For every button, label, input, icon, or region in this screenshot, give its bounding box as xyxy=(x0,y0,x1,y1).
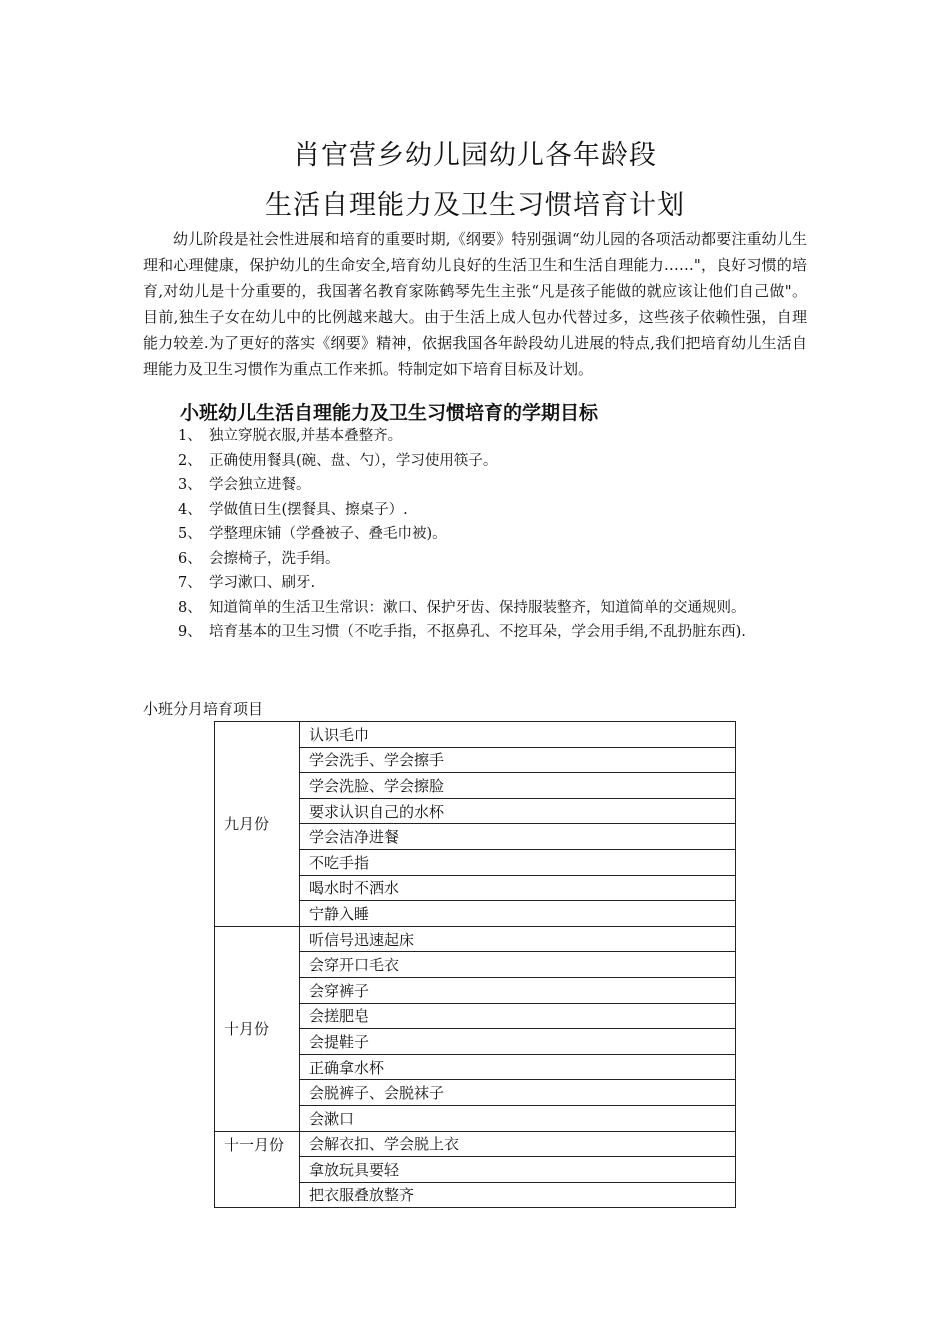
intro-paragraph: 幼儿阶段是社会性进展和培育的重要时期,《纲要》特别强调“幼儿园的各项活动都要注重幼儿生理和心理健康，保护幼儿的生命安全,培育幼儿良好的生活卫生和生活自理能力……"，良好习惯的培育,对幼儿是十分重要的，我国著名教育家陈鹤琴先生主张“凡是孩子能做的就应该让他们自己做"。目前,独生子女在幼儿中的比例越来越大。由于生活上成人包办代替过多，这些孩子依赖性强，自理能力较差.为了更好的落实《纲要》精神，依据我国各年龄段幼儿进展的特点,我们把培育幼儿生活自理能力及卫生习惯作为重点工作来抓。特制定如下培育目标及计划。 xyxy=(143,230,807,378)
semester-goals-list xyxy=(178,424,808,645)
goal-number: 3、 xyxy=(178,477,202,493)
monthly-plan-table xyxy=(214,721,736,1208)
item-cell: 拿放玩具要轻 xyxy=(300,1157,736,1183)
month-cell: 十一月份 xyxy=(215,1131,300,1208)
goal-text: 知道简单的生活卫生常识：漱口、保护牙齿、保持服装整齐，知道简单的交通规则。 xyxy=(209,599,746,616)
goal-item xyxy=(178,571,808,596)
goal-number: 5、 xyxy=(178,526,202,542)
goal-text: 学习漱口、刷牙. xyxy=(209,575,316,591)
goal-item xyxy=(178,596,808,621)
item-cell: 要求认识自己的水杯 xyxy=(300,798,736,824)
document-title-line-2: 生活自理能力及卫生习惯培育计划 xyxy=(265,190,685,221)
goal-number: 1、 xyxy=(178,428,202,444)
goal-text: 学做值日生(摆餐具、擦桌子）. xyxy=(209,501,408,518)
month-cell: 九月份 xyxy=(215,722,300,927)
goal-item xyxy=(178,522,808,547)
goal-text: 独立穿脱衣服,并基本叠整齐。 xyxy=(209,428,403,444)
document-title-line-1: 肖官营乡幼儿园幼儿各年龄段 xyxy=(293,140,657,171)
item-cell: 会解衣扣、学会脱上衣 xyxy=(300,1131,736,1157)
goal-item xyxy=(178,449,808,474)
item-cell: 把衣服叠放整齐 xyxy=(300,1182,736,1208)
item-cell: 喝水时不洒水 xyxy=(300,875,736,901)
item-cell: 学会洗手、学会擦手 xyxy=(300,747,736,773)
goal-text: 培育基本的卫生习惯（不吃手指，不抠鼻孔、不挖耳朵，学会用手绢,不乱扔脏东西). xyxy=(209,624,746,640)
goal-number: 4、 xyxy=(178,501,202,518)
item-cell: 会漱口 xyxy=(300,1105,736,1131)
goal-item xyxy=(178,620,808,645)
goal-item xyxy=(178,547,808,572)
table-row xyxy=(215,722,736,748)
item-cell: 听信号迅速起床 xyxy=(300,926,736,952)
item-cell: 会穿开口毛衣 xyxy=(300,952,736,978)
goal-item xyxy=(178,473,808,498)
semester-goals-heading: 小班幼儿生活自理能力及卫生习惯培育的学期目标 xyxy=(180,402,599,424)
goal-number: 9、 xyxy=(178,624,202,640)
table-caption: 小班分月培育项目 xyxy=(143,700,264,718)
goal-number: 6、 xyxy=(178,550,202,567)
item-cell: 会脱裤子、会脱袜子 xyxy=(300,1080,736,1106)
item-cell: 会穿裤子 xyxy=(300,977,736,1003)
goal-item xyxy=(178,498,808,523)
item-cell: 正确拿水杯 xyxy=(300,1054,736,1080)
goal-item xyxy=(178,424,808,449)
table-row xyxy=(215,1131,736,1157)
item-cell: 不吃手指 xyxy=(300,849,736,875)
month-cell: 十月份 xyxy=(215,926,300,1131)
table-row xyxy=(215,926,736,952)
goal-text: 学会独立进餐。 xyxy=(209,477,311,493)
item-cell: 会提鞋子 xyxy=(300,1029,736,1055)
goal-number: 7、 xyxy=(178,575,202,591)
goal-text: 会擦椅子，洗手绢。 xyxy=(209,550,340,567)
item-cell: 学会洁净进餐 xyxy=(300,824,736,850)
goal-number: 2、 xyxy=(178,452,202,469)
goal-text: 学整理床铺（学叠被子、叠毛巾被)。 xyxy=(209,526,447,542)
item-cell: 认识毛巾 xyxy=(300,722,736,748)
item-cell: 会搓肥皂 xyxy=(300,1003,736,1029)
item-cell: 宁静入睡 xyxy=(300,901,736,927)
goal-number: 8、 xyxy=(178,599,202,616)
item-cell: 学会洗脸、学会擦脸 xyxy=(300,773,736,799)
goal-text: 正确使用餐具(碗、盘、勺），学习使用筷子。 xyxy=(209,452,498,469)
